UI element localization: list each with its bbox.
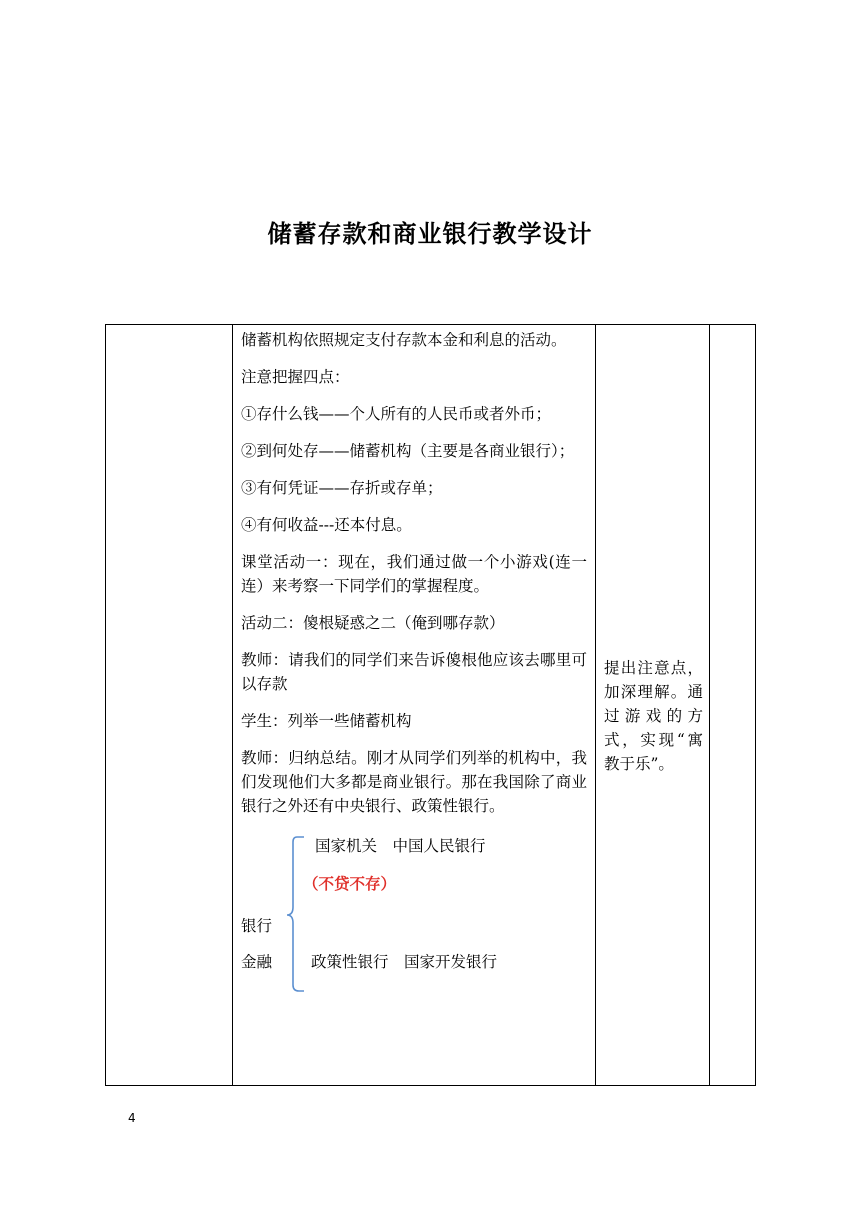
diagram-note-no-lending: （不贷不存）: [303, 874, 397, 893]
paragraph: 注意把握四点：: [241, 368, 350, 386]
paragraph: ②到何处存——储蓄机构（主要是各商业银行）；: [241, 442, 575, 460]
paragraph: 活动二：傻根疑惑之二（俺到哪存款）: [241, 614, 505, 632]
document-title: 储蓄存款和商业银行教学设计: [267, 220, 593, 248]
content-cell: [233, 325, 596, 1086]
table-row: [106, 325, 756, 1086]
empty-cell-left: [106, 325, 233, 1086]
lesson-table: [105, 324, 756, 1086]
page-number: 4: [128, 1111, 136, 1125]
paragraph: ④有何收益---还本付息。: [241, 516, 412, 534]
empty-cell-right: [710, 325, 756, 1086]
paragraph: ③有何凭证——存折或存单；: [241, 479, 443, 497]
paragraph: 课堂活动一：现在，我们通过做一个小游戏(连一连）来考察一下同学们的掌握程度。: [241, 553, 587, 595]
diagram-row-policy-bank: 政策性银行 国家开发银行: [311, 953, 498, 971]
paragraph: 教师：归纳总结。刚才从同学们列举的机构中，我们发现他们大多都是商业银行。那在我国除了商业银行之外还有中央银行、政策性银行。: [241, 749, 587, 815]
side-note: 提出注意点，加深理解。通过游戏的方式，实现“寓教于乐”。: [604, 659, 703, 773]
diagram-label-finance: 金融: [241, 953, 273, 971]
bank-classification-diagram: [233, 828, 595, 978]
paragraph: 储蓄机构依照规定支付存款本金和利息的活动。: [241, 331, 567, 349]
paragraph: ①存什么钱——个人所有的人民币或者外币；: [241, 405, 552, 423]
diagram-label-bank: 银行: [241, 917, 273, 935]
paragraph: 教师：请我们的同学们来告诉傻根他应该去哪里可以存款: [241, 651, 587, 693]
diagram-row-central-bank: 国家机关 中国人民银行: [315, 837, 486, 855]
bracket-shape: [283, 835, 313, 995]
note-cell: [596, 325, 710, 1086]
paragraph: 学生：列举一些储蓄机构: [241, 712, 412, 730]
lesson-content: [233, 325, 595, 818]
